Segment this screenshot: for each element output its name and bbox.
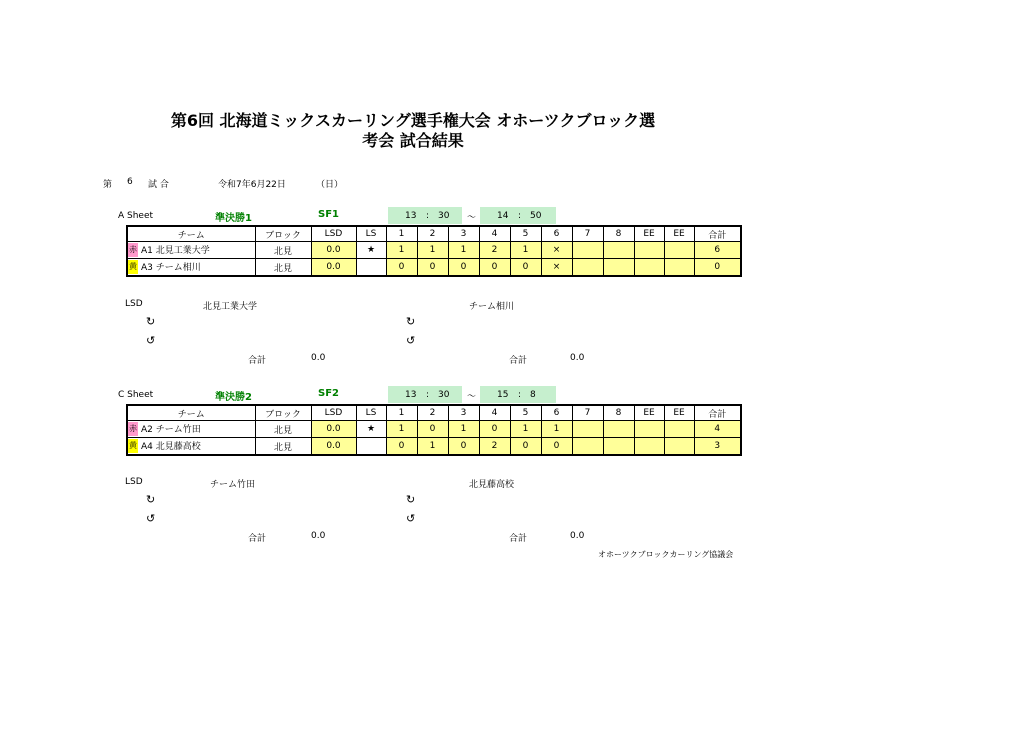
end-cell: 1 xyxy=(448,421,479,438)
end-cell: × xyxy=(541,259,572,277)
lsd-cell: 0.0 xyxy=(311,421,356,438)
header-cell: チーム xyxy=(127,226,255,242)
header-cell: 5 xyxy=(510,405,541,421)
end-cell: 1 xyxy=(541,421,572,438)
header-cell: ブロック xyxy=(255,405,311,421)
round-code: SF1 xyxy=(318,209,339,220)
lsd-cell: 0.0 xyxy=(311,259,356,277)
counterclockwise-icon: ↺ xyxy=(406,334,416,347)
lsd-total-label: 合計 xyxy=(248,356,267,366)
start-hour: 13 xyxy=(405,211,417,221)
start-time-box xyxy=(388,207,462,224)
end-hour: 14 xyxy=(497,211,509,221)
end-cell xyxy=(664,421,694,438)
game-prefix: 第 xyxy=(103,180,113,190)
score-table xyxy=(126,225,742,277)
end-cell: 0 xyxy=(479,259,510,277)
header-cell: 4 xyxy=(479,226,510,242)
block-cell: 北見 xyxy=(255,259,311,277)
lsd-team2-name: 北見藤高校 xyxy=(469,480,515,490)
header-cell: 6 xyxy=(541,226,572,242)
start-time-box xyxy=(388,386,462,403)
lsd-team1-name: チーム竹田 xyxy=(210,480,256,490)
header-cell: ブロック xyxy=(255,226,311,242)
header-cell: 合計 xyxy=(694,226,741,242)
team-cell xyxy=(127,259,255,277)
header-cell: LS xyxy=(356,405,386,421)
lsd-total-label: 合計 xyxy=(248,534,267,544)
end-cell xyxy=(634,421,664,438)
clockwise-icon: ↻ xyxy=(146,493,156,506)
header-cell: 8 xyxy=(603,405,634,421)
lsd-cell: 0.0 xyxy=(311,438,356,456)
footer-organization: オホーツクブロックカーリング協議会 xyxy=(598,550,734,559)
header-cell: 合計 xyxy=(694,405,741,421)
header-cell: 8 xyxy=(603,226,634,242)
lsd-total-value: 0.0 xyxy=(311,531,326,541)
end-cell: 1 xyxy=(386,421,417,438)
round-code: SF2 xyxy=(318,388,339,399)
game-date: 令和7年6月22日 xyxy=(218,180,286,190)
start-minute: 30 xyxy=(438,211,450,221)
stone-color-red: 赤 xyxy=(128,422,138,436)
end-cell: 0 xyxy=(386,438,417,456)
start-colon: : xyxy=(426,390,430,400)
end-cell xyxy=(572,259,603,277)
ls-star-icon: ★ xyxy=(356,242,386,259)
end-cell xyxy=(634,259,664,277)
end-cell xyxy=(603,438,634,456)
table-row xyxy=(127,242,741,259)
end-cell xyxy=(603,421,634,438)
lsd-total-value: 0.0 xyxy=(570,531,585,541)
header-cell: LS xyxy=(356,226,386,242)
time-tilde: ～ xyxy=(467,392,477,402)
lsd-team1-name: 北見工業大学 xyxy=(203,302,258,312)
team-cell xyxy=(127,242,255,259)
header-cell: LSD xyxy=(311,226,356,242)
header-cell: 2 xyxy=(417,226,448,242)
header-cell: 7 xyxy=(572,405,603,421)
counterclockwise-icon: ↺ xyxy=(146,334,156,347)
header-cell: 6 xyxy=(541,405,572,421)
end-cell: 1 xyxy=(386,242,417,259)
team-name: A1 北見工業大学 xyxy=(141,245,210,256)
table-row xyxy=(127,259,741,277)
end-cell xyxy=(664,242,694,259)
team-name: A4 北見藤高校 xyxy=(141,441,201,452)
end-cell: 0 xyxy=(448,438,479,456)
ls-cell xyxy=(356,438,386,456)
header-row xyxy=(127,226,741,242)
lsd-total-value: 0.0 xyxy=(570,353,585,363)
score-table xyxy=(126,404,742,456)
header-cell: LSD xyxy=(311,405,356,421)
header-cell: EE xyxy=(664,226,694,242)
header-cell: 1 xyxy=(386,226,417,242)
block-cell: 北見 xyxy=(255,242,311,259)
ls-star-icon: ★ xyxy=(356,421,386,438)
end-cell xyxy=(664,259,694,277)
header-cell: 3 xyxy=(448,405,479,421)
end-cell: 1 xyxy=(417,242,448,259)
lsd-total-value: 0.0 xyxy=(311,353,326,363)
team-name: A2 チーム竹田 xyxy=(141,424,201,435)
stone-color-yellow: 黄 xyxy=(128,439,138,453)
lsd-team2-name: チーム相川 xyxy=(469,302,515,312)
start-hour: 13 xyxy=(405,390,417,400)
header-cell: 3 xyxy=(448,226,479,242)
end-cell: 0 xyxy=(417,259,448,277)
stone-color-red: 赤 xyxy=(128,243,138,257)
header-cell: EE xyxy=(634,226,664,242)
round-label: 準決勝2 xyxy=(215,392,252,403)
page-title-line2: 考会 試合結果 xyxy=(362,131,464,150)
time-tilde: ～ xyxy=(467,213,477,223)
round-label: 準決勝1 xyxy=(215,213,252,224)
game-weekday: （日） xyxy=(316,180,344,190)
end-cell xyxy=(603,242,634,259)
end-cell: 0 xyxy=(448,259,479,277)
end-cell xyxy=(603,259,634,277)
start-minute: 30 xyxy=(438,390,450,400)
end-cell: 2 xyxy=(479,242,510,259)
counterclockwise-icon: ↺ xyxy=(146,512,156,525)
header-cell: 2 xyxy=(417,405,448,421)
end-cell: 1 xyxy=(510,242,541,259)
end-cell: 0 xyxy=(417,421,448,438)
end-cell xyxy=(572,242,603,259)
header-cell: チーム xyxy=(127,405,255,421)
counterclockwise-icon: ↺ xyxy=(406,512,416,525)
table-row xyxy=(127,438,741,456)
end-cell: 0 xyxy=(386,259,417,277)
table-row xyxy=(127,421,741,438)
block-cell: 北見 xyxy=(255,421,311,438)
game-number: 6 xyxy=(127,177,133,187)
end-cell xyxy=(572,421,603,438)
page-title: 第6回 北海道ミックスカーリング選手権大会 オホーツクブロック選 xyxy=(170,111,656,130)
header-cell: 1 xyxy=(386,405,417,421)
lsd-label: LSD xyxy=(125,299,143,309)
stone-color-yellow: 黄 xyxy=(128,260,138,274)
end-colon: : xyxy=(518,390,522,400)
end-cell: 1 xyxy=(417,438,448,456)
block-cell: 北見 xyxy=(255,438,311,456)
end-cell: 0 xyxy=(510,438,541,456)
lsd-cell: 0.0 xyxy=(311,242,356,259)
team-cell xyxy=(127,438,255,456)
total-cell: 6 xyxy=(694,242,741,259)
end-cell: × xyxy=(541,242,572,259)
ls-cell xyxy=(356,259,386,277)
header-row xyxy=(127,405,741,421)
end-cell: 1 xyxy=(510,421,541,438)
lsd-total-label: 合計 xyxy=(509,356,528,366)
sheet-label: A Sheet xyxy=(118,211,154,221)
end-cell: 0 xyxy=(479,421,510,438)
start-colon: : xyxy=(426,211,430,221)
end-cell: 2 xyxy=(479,438,510,456)
end-hour: 15 xyxy=(497,390,509,400)
end-cell: 1 xyxy=(448,242,479,259)
sheet-label: C Sheet xyxy=(118,390,154,400)
header-cell: 4 xyxy=(479,405,510,421)
clockwise-icon: ↻ xyxy=(146,315,156,328)
total-cell: 4 xyxy=(694,421,741,438)
end-cell xyxy=(634,438,664,456)
header-cell: 5 xyxy=(510,226,541,242)
end-colon: : xyxy=(518,211,522,221)
end-minute: 8 xyxy=(530,390,536,400)
lsd-label: LSD xyxy=(125,477,143,487)
header-cell: 7 xyxy=(572,226,603,242)
end-cell xyxy=(664,438,694,456)
header-cell: EE xyxy=(634,405,664,421)
header-cell: EE xyxy=(664,405,694,421)
end-cell xyxy=(634,242,664,259)
clockwise-icon: ↻ xyxy=(406,315,416,328)
team-cell xyxy=(127,421,255,438)
game-suffix: 試 合 xyxy=(148,180,169,190)
total-cell: 0 xyxy=(694,259,741,277)
lsd-total-label: 合計 xyxy=(509,534,528,544)
end-cell: 0 xyxy=(510,259,541,277)
total-cell: 3 xyxy=(694,438,741,456)
clockwise-icon: ↻ xyxy=(406,493,416,506)
end-cell: 0 xyxy=(541,438,572,456)
team-name: A3 チーム相川 xyxy=(141,262,201,273)
end-minute: 50 xyxy=(530,211,542,221)
end-cell xyxy=(572,438,603,456)
